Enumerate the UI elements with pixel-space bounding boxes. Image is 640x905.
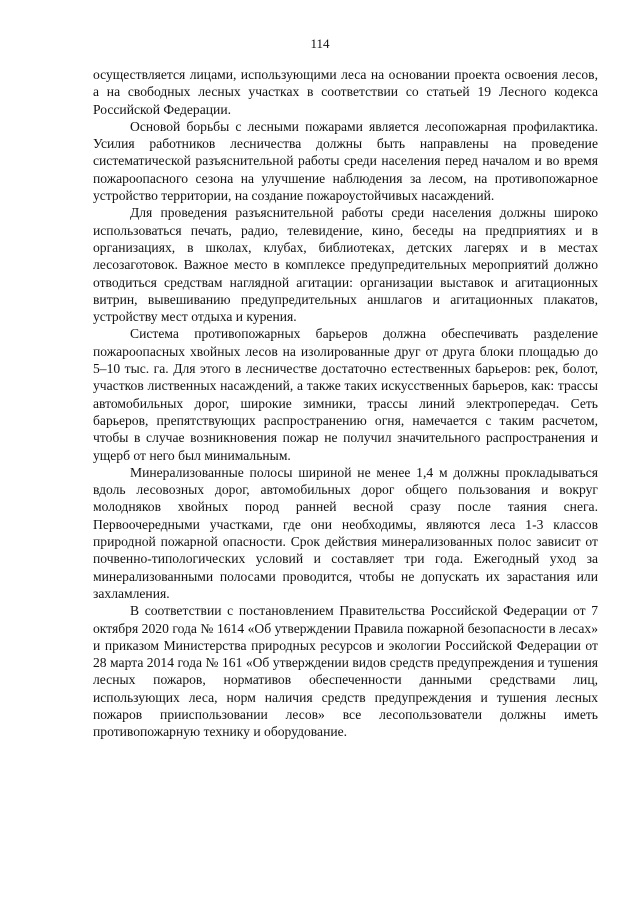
paragraph-5: Минерализованные полосы шириной не менее 1,4 м должны прокладываться вдоль лесовозных дорог, автомобильных дорог общего пользования и вокруг молодняков хвойных пород ранней весной сразу после таяния снега. Первоочередными участками, где они необходимы, являются леса 1-3 классов природной пожарной опасности. Срок действия минерализованных полос зависит от почвенно-типологических условий и составляет три года. Ежегодный уход за минерализованными полосами проводится, чтобы не допускать их зарастания или захламления. (93, 464, 598, 601)
document-body (93, 66, 598, 741)
paragraph-4: Система противопожарных барьеров должна обеспечивать разделение пожароопасных хвойных лесов на изолированные друг от друга блоки площадью до 5–10 тыс. га. Для этого в лесничестве достаточно естественных барьеров: рек, болот, участков лиственных насаждений, а также таких искусственных барьеров, как: трассы автомобильных дорог, широкие зимники, трассы линий электропередач. Сеть барьеров, препятствующих распространению огня, намечается с таким расчетом, чтобы в случае возникновения пожар не получил значительного распространения и ущерб от него был минимальным. (93, 326, 598, 463)
paragraph-2: Основой борьбы с лесными пожарами является лесопожарная профилактика. Усилия работников лесничества должны быть направлены на проведение систематической разъяснительной работы среди населения перед началом и во время пожароопасного сезона на улучшение наблюдения за лесом, на противопожарное устройство территории, на создание пожароустойчивых насаждений. (93, 118, 598, 204)
page-number: 114 (310, 36, 330, 51)
paragraph-3: Для проведения разъяснительной работы среди населения должны широко использоваться печать, радио, телевидение, кино, беседы на предприятиях и в организациях, в школах, клубах, библиотеках, детских лагерях и в местах лесозаготовок. Важное место в комплексе предупредительных мероприятий должно отводиться средствам наглядной агитации: организации выставок и агитационных витрин, вывешиванию предупредительных аншлагов и агитационных плакатов, устройству мест отдыха и курения. (93, 205, 598, 325)
paragraph-1: осуществляется лицами, использующими леса на основании проекта освоения лесов, а на свободных лесных участках в соответствии со статьей 19 Лесного кодекса Российской Федерации. (93, 67, 598, 117)
paragraph-6: В соответствии с постановлением Правительства Российской Федерации от 7 октября 2020 года № 1614 «Об утверждении Правила пожарной безопасности в лесах» и приказом Министерства природных ресурсов и экологии Российской Федерации от 28 марта 2014 года № 161 «Об утверждении видов средств предупреждения и тушения лесных пожаров, нормативов обеспеченности данными средствами лиц, использующих леса, норм наличия средств предупреждения и тушения лесных пожаров прииспользовании лесов» все лесопользователи должны иметь противопожарную технику и оборудование. (93, 603, 598, 740)
